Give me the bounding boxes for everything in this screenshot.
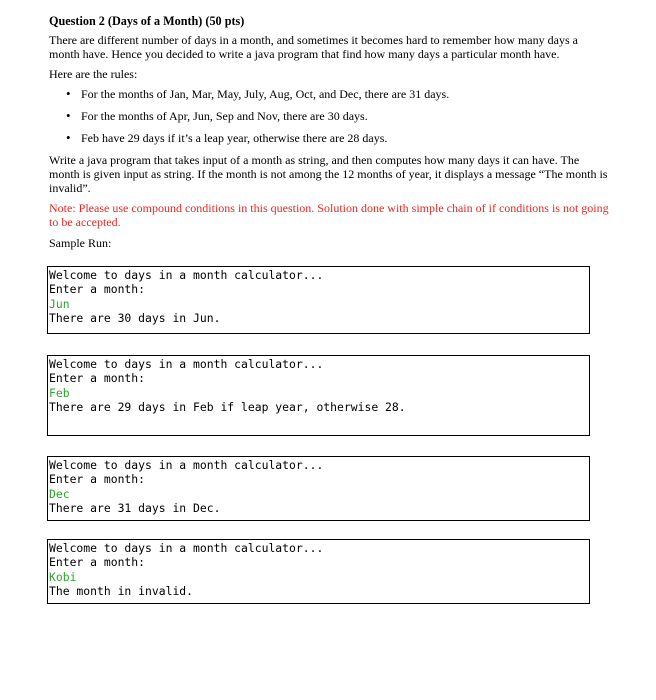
console-user-input: Feb (49, 385, 70, 400)
rule-item: • For the months of Jan, Mar, May, July, Aug, Oct, and Dec, there are 31 days. (79, 87, 609, 101)
sample-run-console-2 (47, 355, 590, 436)
console-output: The month in invalid. (49, 584, 194, 599)
console-output: There are 30 days in Jun. (49, 311, 221, 326)
note-text: Note: Please use compound conditions in this question. Solution done with simple chain of if conditions is not going to be accepted. (49, 201, 609, 229)
console-user-input: Kobi (49, 569, 77, 584)
console-prompt: Enter a month: (49, 282, 146, 297)
sample-run-console-4 (47, 539, 590, 604)
console-output: There are 29 days in Feb if leap year, otherwise 28. (49, 400, 406, 415)
console-user-input: Dec (49, 486, 70, 501)
question-document (49, 14, 609, 255)
rules-list (49, 87, 609, 145)
console-prompt: Enter a month: (49, 472, 146, 487)
console-welcome: Welcome to days in a month calculator... (49, 357, 324, 371)
console-welcome: Welcome to days in a month calculator... (49, 458, 324, 472)
question-title: Question 2 (Days of a Month) (50 pts) (49, 14, 245, 28)
sample-run-console-1 (47, 266, 590, 334)
sample-run-console-3 (47, 456, 590, 521)
console-welcome: Welcome to days in a month calculator... (49, 541, 324, 555)
rule-item: • For the months of Apr, Jun, Sep and Nov, there are 30 days. (79, 109, 609, 123)
question-intro: There are different number of days in a month, and sometimes it becomes hard to remember how many days a month have. Hence you decided to write a java program that find how many days a particular month have. (49, 33, 578, 61)
rule-item: • Feb have 29 days if it’s a leap year, otherwise there are 28 days. (79, 131, 609, 145)
console-prompt: Enter a month: (49, 371, 146, 386)
task-description: Write a java program that takes input of a month as string, and then computes how many days it can have. The month is given input as string. If the month is not among the 12 months of year, it displays a message “The month is invalid”. (49, 153, 608, 195)
sample-run-label: Sample Run: (49, 236, 112, 250)
console-welcome: Welcome to days in a month calculator... (49, 268, 324, 282)
console-prompt: Enter a month: (49, 555, 146, 570)
console-user-input: Jun (49, 296, 70, 311)
console-output: There are 31 days in Dec. (49, 501, 221, 516)
rules-heading: Here are the rules: (49, 67, 138, 81)
